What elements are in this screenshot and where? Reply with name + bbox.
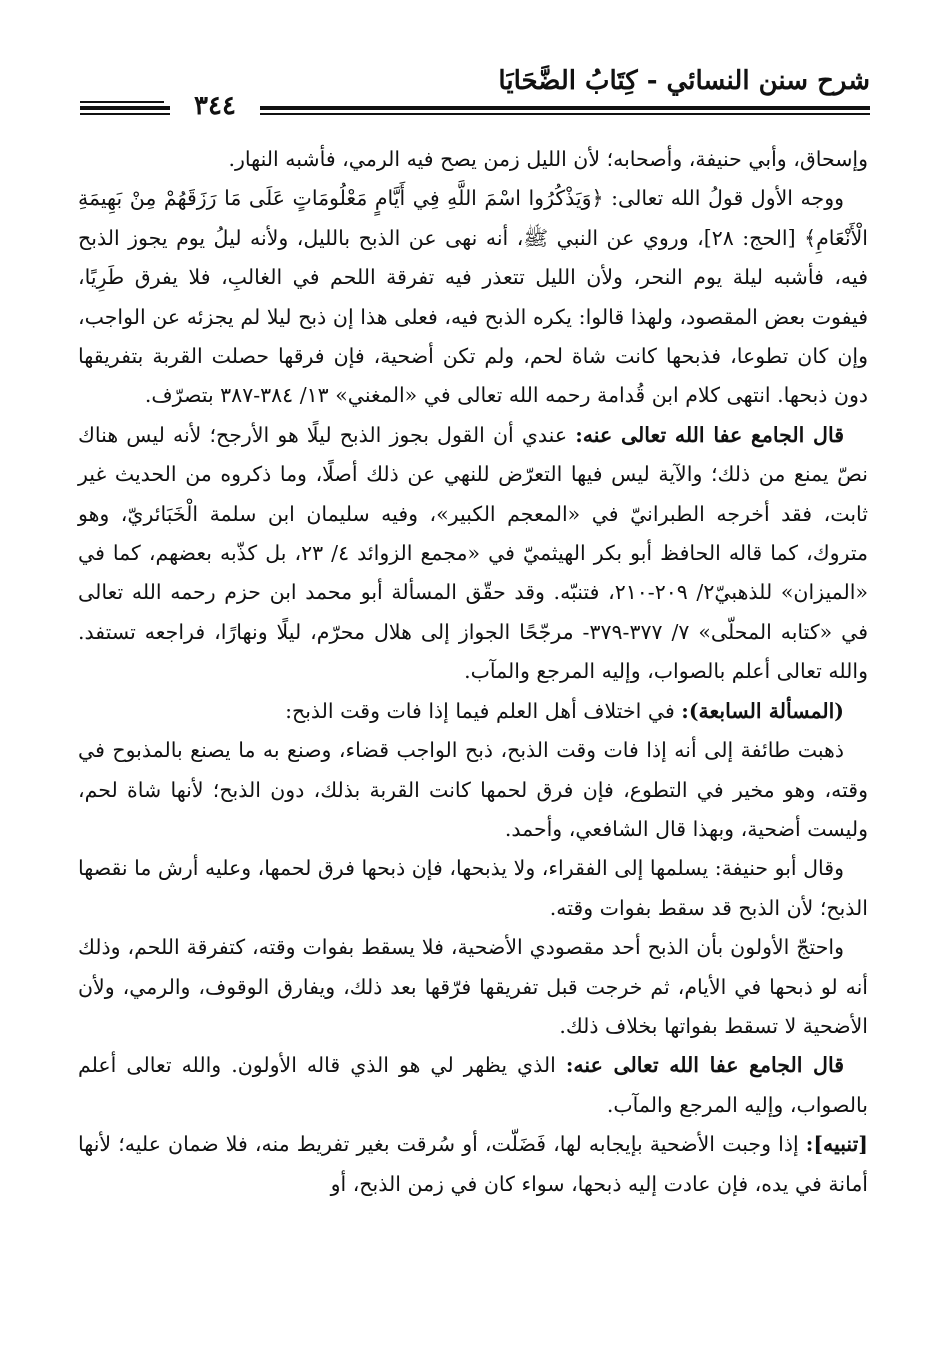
paragraph-text: ذهبت طائفة إلى أنه إذا فات وقت الذبح، ذبح الواجب قضاء، وصنع به ما يصنع بالمذبوح في وقته، وهو مخير في التطوع، فإن فرق لحمها كانت القربة بذلك، دون الذبح؛ لأنها شاة لحم، وليست أضحية، وبهذا قال الشافعي، وأحمد. xyxy=(78,738,868,841)
paragraph xyxy=(78,140,868,179)
paragraph xyxy=(78,849,868,928)
paragraph xyxy=(78,731,868,849)
note-label: [تنبيه]: xyxy=(805,1132,868,1157)
paragraph-text: وقال أبو حنيفة: يسلمها إلى الفقراء، ولا يذبحها، فإن ذبحها فرق لحمها، وعليه أرش ما نقصها الذبح؛ لأن الذبح قد سقط بفوات وقته. xyxy=(78,856,868,920)
body-text xyxy=(78,140,868,1204)
paragraph xyxy=(78,692,868,731)
paragraph xyxy=(78,416,868,692)
running-title: شرح سنن النسائي - كِتَابُ الضَّحَايَا xyxy=(498,66,870,96)
paragraph-lead: قال الجامع عفا الله تعالى عنه: xyxy=(565,1053,844,1078)
paragraph xyxy=(78,928,868,1046)
paragraph-lead: قال الجامع عفا الله تعالى عنه: xyxy=(575,422,844,447)
section-heading: (المسألة السابعة): xyxy=(681,698,844,723)
paragraph-text: إذا وجبت الأضحية بإيجابه لها، فَضَلّت، أو سُرقت بغير تفريط منه، فلا ضمان عليه؛ لأنها أمانة في يده، فإن عادت إليه ذبحها، سواء كان في زمن الذبح، أو xyxy=(78,1132,868,1196)
paragraph-text: عندي أن القول بجوز الذبح ليلًا هو الأرجح؛ لأنه ليس هناك نصّ يمنع من ذلك؛ والآية ليس فيها التعرّض للنهي عن ذلك أصلًا، وما ذكروه من الحديث غير ثابت، فقد أخرجه الطبرانيّ في «المعجم الكبير»، وفيه سليمان ابن سلمة الْخَبَائريّ، وهو متروك، كما قاله الحافظ أبو بكر الهيثميّ في «مجمع الزوائد ٤/ ٢٣، بل كذّبه بعضهم، كما في «الميزان» للذهبيّ٢/ ٢٠٩-٢١٠، فتنبّه. وقد حقّق المسألة أبو محمد ابن حزم رحمه الله تعالى في «كتابه المحلّى» ٧/ ٣٧٧-٣٧٩- مرجّحًا الجواز إلى هلال محرّم، ليلًا ونهارًا، فراجعه تستفد. والله تعالى أعلم بالصواب، وإليه المرجع والمآب. xyxy=(78,422,868,684)
paragraph xyxy=(78,1046,868,1125)
paragraph-text: ووجه الأول قولُ الله تعالى: ﴿وَيَذْكُرُوا اسْمَ اللَّهِ فِي أَيَّامٍ مَعْلُومَاتٍ عَلَى مَا رَزَقَهُمْ مِنْ بَهِيمَةِ الْأَنْعَامِ﴾ [الحج: ٢٨]، وروي عن النبي ﷺ، أنه نهى عن الذبح بالليل، ولأنه ليلُ يوم يجوز الذبح فيه، فأشبه ليلة يوم النحر، ولأن الليل تتعذر فيه تفرقة اللحم في الغالبِ، فلا يفرق طَرِيًا، فيفوت بعض المقصود، ولهذا قالوا: يكره الذبح فيه، فعلى هذا إن ذبح ليلا لم يجزئه عن الواجب، وإن كان تطوعا، فذبحها كانت شاة لحم، ولم تكن أضحية، فإن فرقها حصلت القربة بتفريقها دون ذبحها. انتهى كلام ابن قُدامة رحمه الله تعالى في «المغني» ١٣/ ٣٨٤-٣٨٧ بتصرّف. xyxy=(78,186,868,408)
paragraph-text: في اختلاف أهل العلم فيما إذا فات وقت الذبح: xyxy=(285,698,682,723)
paragraph xyxy=(78,179,868,415)
paragraph-text: واحتجّ الأولون بأن الذبح أحد مقصودي الأضحية، فلا يسقط بفوات وقته، كتفرقة اللحم، وذلك أنه لو ذبحها في الأيام، ثم خرجت قبل تفريقها فرّقها بعد ذلك، ويفارق الوقوف، والرمي، ولأن الأضحية لا تسقط بفواتها بخلاف ذلك. xyxy=(78,935,868,1038)
page-number: ٣٤٤ xyxy=(170,92,260,120)
header-short-rule xyxy=(80,101,164,103)
paragraph xyxy=(78,1125,868,1204)
paragraph-text: الذي يظهر لي هو الذي قاله الأولون. والله تعالى أعلم بالصواب، وإليه المرجع والمآب. xyxy=(78,1053,868,1117)
page-header xyxy=(70,52,870,122)
paragraph-text: وإسحاق، وأبي حنيفة، وأصحابه؛ لأن الليل زمن يصح فيه الرمي، فأشبه النهار. xyxy=(228,147,868,171)
